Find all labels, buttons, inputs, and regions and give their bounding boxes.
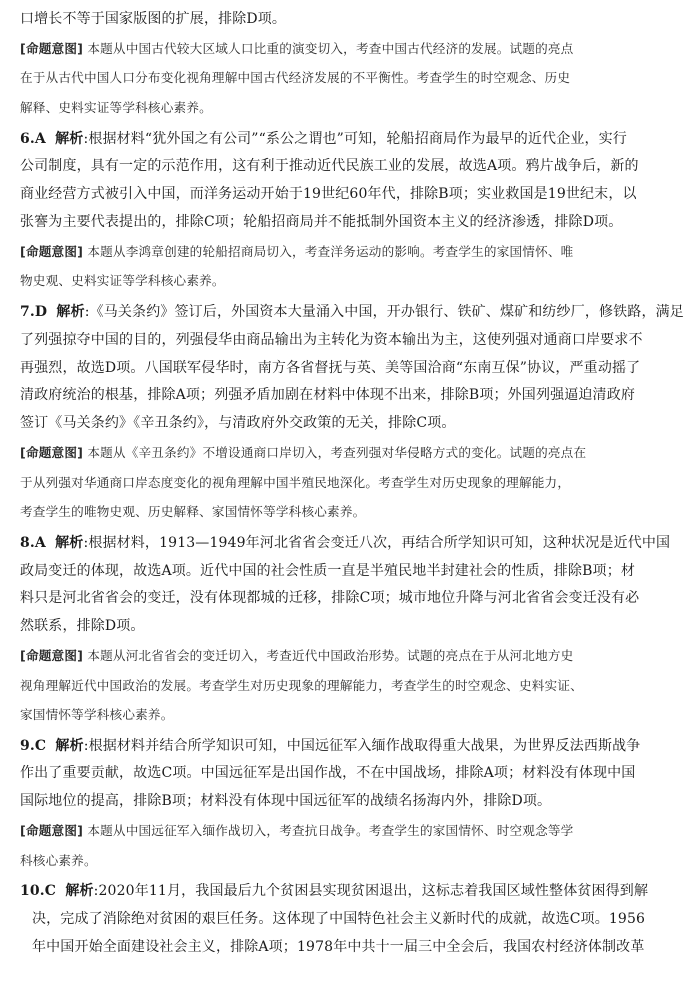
intent-line: 考查学生的唯物史观、历史解释、家国情怀等学科核心素养。	[20, 504, 366, 520]
intent-label: [命题意图]	[20, 823, 84, 839]
answer-block-5-continued	[20, 6, 676, 123]
analysis-line: 再强烈，故选D项。八国联军侵华时，南方各省督抚与英、美等国洽商“东南互保”协议，严重动摇了	[20, 359, 641, 376]
intent-label: [命题意图]	[20, 647, 84, 663]
answer-block-9	[20, 733, 676, 876]
intent-label: [命题意图]	[20, 243, 84, 259]
analysis-line: 商业经营方式被引入中国，而洋务运动开始于19世纪60年代，排除B项；实业救国是19世纪末，以	[20, 186, 637, 203]
answer-block-7	[20, 299, 684, 527]
intent-line: 科核心素养。	[20, 852, 97, 868]
question-number: 8.A	[20, 534, 46, 551]
jiexi-label: 解析	[65, 883, 94, 900]
intent-line: [命题意图] 本题从河北省省会的变迁切入，考查近代中国政治形势。试题的亮点在于从河北地方史	[20, 647, 574, 663]
question-number: 6.A	[20, 130, 46, 147]
answer-block-6	[20, 126, 676, 296]
analysis-line: 政局变迁的体现，故选A项。近代中国的社会性质一直是半殖民地半封建社会的性质，排除B项；材	[20, 562, 635, 579]
question-number: 7.D	[20, 303, 48, 320]
intent-line: 家国情怀等学科核心素养。	[20, 707, 174, 723]
answer-block-10	[20, 878, 676, 961]
analysis-line: 然联系，排除D项。	[20, 618, 145, 635]
analysis-line: 10.C 解析:2020年11月，我国最后九个贫困县实现贫困退出，这标志着我国区域性整体贫困得到解	[20, 883, 649, 900]
analysis-line: 8.A 解析:根据材料，1913—1949年河北省省会变迁八次，再结合所学知识可知，这种状况是近代中国	[20, 534, 671, 551]
jiexi-label: 解析	[56, 303, 85, 320]
analysis-line: 7.D 解析:《马关条约》签订后，外国资本大量涌入中国，开办银行、铁矿、煤矿和纺纱厂，修铁路，满足	[20, 303, 684, 320]
answer-block-8	[20, 530, 676, 730]
intent-line: 在于从古代中国人口分布变化视角理解中国古代经济发展的不平衡性。考查学生的时空观念、历史	[20, 70, 571, 86]
intent-label: [命题意图]	[20, 444, 84, 460]
analysis-line: 口增长不等于国家版图的扩展，排除D项。	[20, 11, 287, 27]
question-number: 10.C	[20, 883, 57, 900]
analysis-line: 作出了重要贡献，故选C项。中国远征军是出国作战，不在中国战场，排除A项；材料没有体现中国	[20, 765, 636, 782]
analysis-line: 国际地位的提高，排除B项；材料没有体现中国远征军的战绩名扬海内外，排除D项。	[20, 793, 552, 810]
intent-line: [命题意图] 本题从李鸿章创建的轮船招商局切入，考查洋务运动的影响。考查学生的家国情怀、唯	[20, 243, 574, 259]
analysis-line: 签订《马关条约》《辛丑条约》，与清政府外交政策的无关，排除C项。	[20, 415, 456, 432]
analysis-line: 料只是河北省省会的变迁，没有体现都城的迁移，排除C项；城市地位升降与河北省省会变迁没有必	[20, 590, 640, 607]
intent-line: [命题意图] 本题从中国古代较大区域人口比重的演变切入，考查中国古代经济的发展。试题的亮点	[20, 40, 574, 56]
intent-line: 物史观、史料实证等学科核心素养。	[20, 273, 225, 289]
analysis-line: 9.C 解析:根据材料并结合所学知识可知，中国远征军入缅作战取得重大战果，为世界反法西斯战争	[20, 737, 641, 754]
intent-line: 于从列强对华通商口岸态度变化的视角理解中国半殖民地深化。考查学生对历史现象的理解能力，	[20, 474, 571, 490]
analysis-line: 张謇为主要代表提出的，排除C项；轮船招商局并不能抵制外国资本主义的经济渗透，排除D项。	[20, 213, 623, 230]
analysis-line: 了列强掠夺中国的目的，列强侵华由商品输出为主转化为资本输出为主，这使列强对通商口岸要求不	[20, 331, 643, 348]
jiexi-label: 解析	[55, 534, 84, 551]
analysis-line: 公司制度，具有一定的示范作用，这有利于推动近代民族工业的发展，故选A项。鸦片战争后，新的	[20, 158, 639, 175]
analysis-line: 年中国开始全面建设社会主义，排除A项；1978年中共十一届三中全会后，我国农村经济体制改革	[32, 938, 645, 955]
intent-line: [命题意图] 本题从中国远征军入缅作战切入，考查抗日战争。考查学生的家国情怀、时空观念等学	[20, 823, 574, 839]
intent-line: [命题意图] 本题从《辛丑条约》不增设通商口岸切入，考查列强对华侵略方式的变化。试题的亮点在	[20, 444, 587, 460]
jiexi-label: 解析	[55, 130, 84, 147]
intent-label: [命题意图]	[20, 40, 84, 56]
analysis-line: 清政府统治的根基，排除A项；列强矛盾加剧在材料中体现不出来，排除B项；外国列强逼迫清政府	[20, 387, 635, 404]
intent-line: 视角理解近代中国政治的发展。考查学生对历史现象的理解能力，考查学生的时空观念、史料实证、	[20, 677, 583, 693]
analysis-line: 决，完成了消除绝对贫困的艰巨任务。这体现了中国特色社会主义新时代的成就，故选C项。1956	[32, 911, 646, 928]
jiexi-label: 解析	[55, 737, 84, 754]
question-number: 9.C	[20, 737, 47, 754]
intent-line: 解释、史料实证等学科核心素养。	[20, 99, 212, 115]
analysis-line: 6.A 解析:根据材料“犹外国之有公司”“系公之谓也”可知，轮船招商局作为最早的近代企业，实行	[20, 130, 627, 147]
